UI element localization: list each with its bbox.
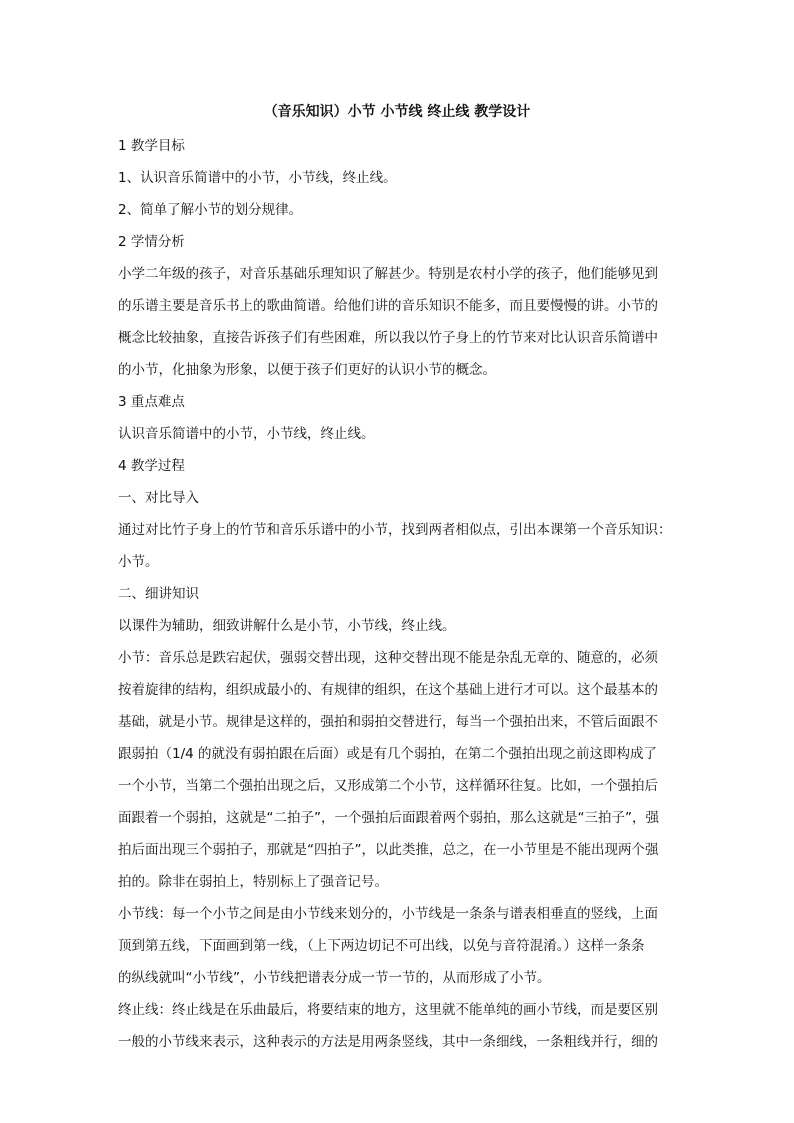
text-line: 3 重点难点 [118, 394, 185, 410]
document-body [118, 130, 678, 1058]
text-line: 拍后面出现三个弱拍子，那就是“四拍子”，以此类推，总之，在一小节里是不能出现两个强 [118, 842, 659, 858]
document-title: （音乐知识）小节 小节线 终止线 教学设计 [263, 104, 531, 120]
text-line: 1、认识音乐简谱中的小节，小节线，终止线。 [118, 170, 397, 186]
text-line: 的小节，化抽象为形象，以便于孩子们更好的认识小节的概念。 [118, 362, 496, 378]
text-line: 认识音乐简谱中的小节，小节线，终止线。 [118, 426, 375, 442]
text-line: 一般的小节线来表示，这种表示的方法是用两条竖线，其中一条细线，一条粗线并行，细的 [118, 1034, 658, 1050]
text-line: 基础，就是小节。规律是这样的，强拍和弱拍交替进行，每当一个强拍出来，不管后面跟不 [118, 714, 658, 730]
text-line: 1 教学目标 [118, 138, 185, 154]
text-line: 小节：音乐总是跌宕起伏，强弱交替出现，这种交替出现不能是杂乱无章的、随意的，必须 [118, 650, 658, 666]
text-line: 通过对比竹子身上的竹节和音乐乐谱中的小节，找到两者相似点，引出本课第一个音乐知识： [118, 522, 672, 538]
text-line: 以课件为辅助，细致讲解什么是小节，小节线，终止线。 [118, 618, 456, 634]
text-line: 一个小节，当第二个强拍出现之后，又形成第二个小节，这样循环往复。比如，一个强拍后 [118, 778, 658, 794]
text-line: 的纵线就叫“小节线”，小节线把谱表分成一节一节的，从而形成了小节。 [118, 970, 551, 986]
text-line: 跟弱拍（1/4 的就没有弱拍跟在后面）或是有几个弱拍，在第二个强拍出现之前这即构成了 [118, 746, 658, 762]
text-line: 小节。 [118, 554, 159, 570]
text-line: 小学二年级的孩子，对音乐基础乐理知识了解甚少。特别是农村小学的孩子，他们能够见到 [118, 266, 658, 282]
text-line: 概念比较抽象，直接告诉孩子们有些困难，所以我以竹子身上的竹节来对比认识音乐简谱中 [118, 330, 658, 346]
text-line: 终止线：终止线是在乐曲最后，将要结束的地方，这里就不能单纯的画小节线，而是要区别 [118, 1002, 658, 1018]
text-line: 按着旋律的结构，组织成最小的、有规律的组织，在这个基础上进行才可以。这个最基本的 [118, 682, 658, 698]
text-line: 一、对比导入 [118, 490, 199, 506]
text-line: 的乐谱主要是音乐书上的歌曲简谱。给他们讲的音乐知识不能多，而且要慢慢的讲。小节的 [118, 298, 658, 314]
text-line: 4 教学过程 [118, 458, 185, 474]
text-line: 顶到第五线，下面画到第一线，（上下两边切记不可出线，以免与音符混淆。）这样一条条 [118, 938, 645, 954]
text-line: 面跟着一个弱拍，这就是“二拍子”，一个强拍后面跟着两个弱拍，那么这就是“三拍子”，强 [118, 810, 659, 826]
text-line: 2 学情分析 [118, 234, 185, 250]
text-line: 2、简单了解小节的划分规律。 [118, 202, 303, 218]
text-line: 二、细讲知识 [118, 586, 199, 602]
text-line: 小节线：每一个小节之间是由小节线来划分的，小节线是一条条与谱表相垂直的竖线，上面 [118, 906, 658, 922]
text-line: 拍的。除非在弱拍上，特别标上了强音记号。 [118, 874, 388, 890]
